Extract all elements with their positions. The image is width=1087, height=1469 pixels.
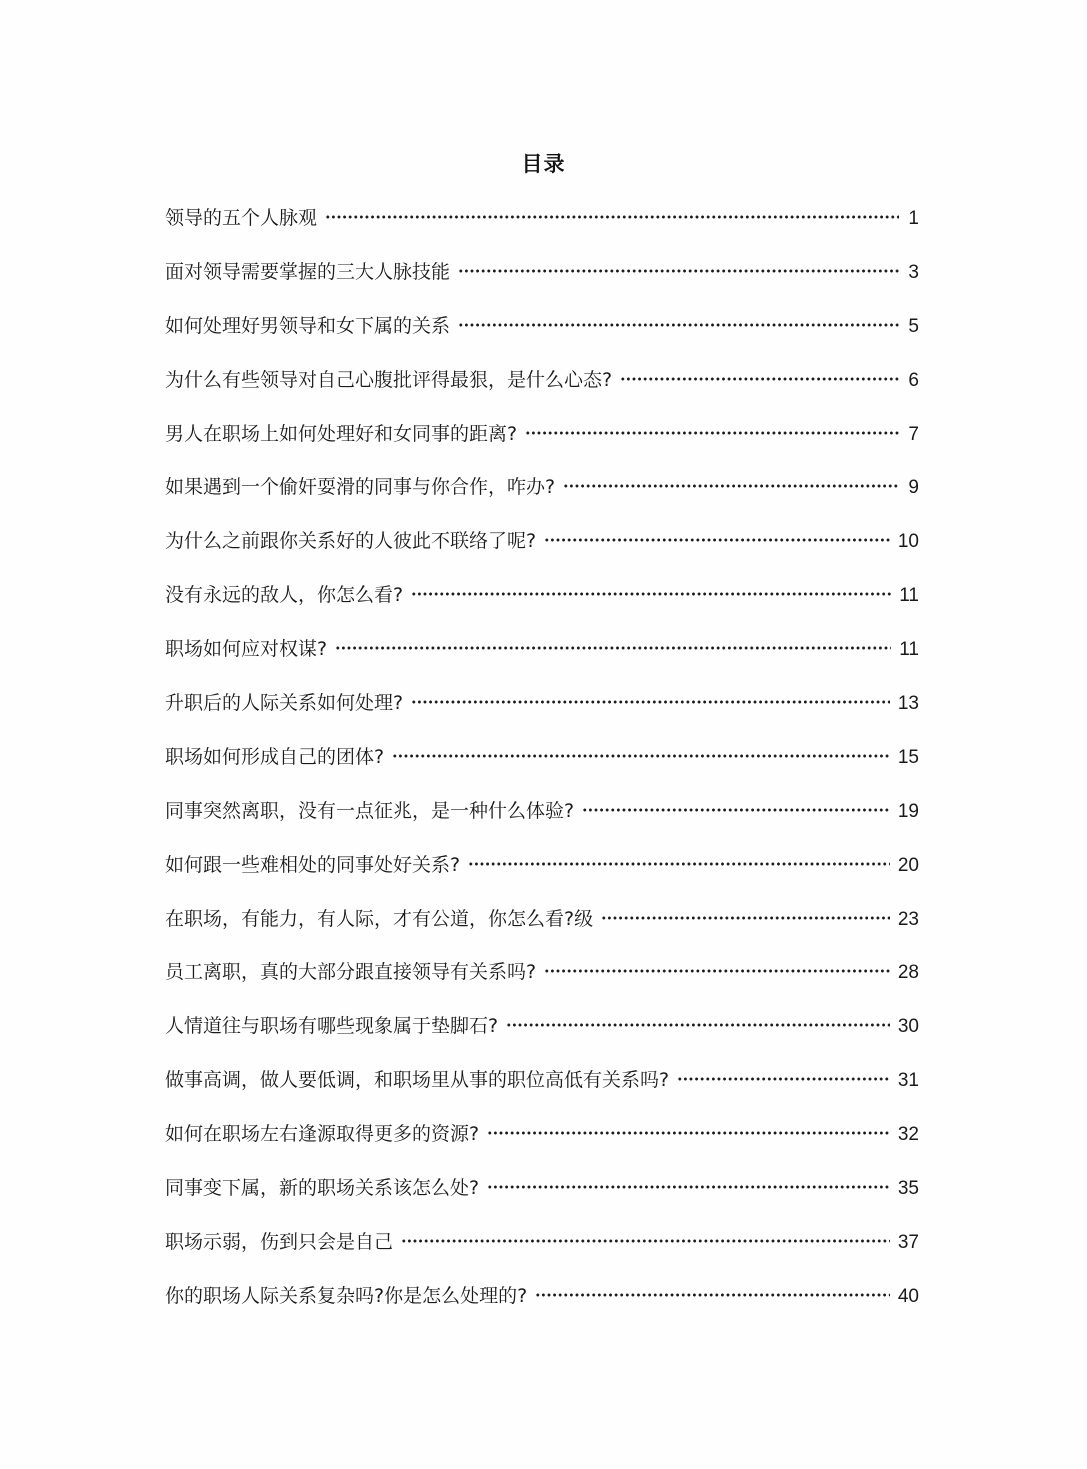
toc-entry-label: 男人在职场上如何处理好和女同事的距离? xyxy=(165,422,518,445)
dot-leader xyxy=(563,484,899,488)
dot-leader xyxy=(401,1239,890,1243)
toc-entry-label: 为什么之前跟你关系好的人彼此不联络了呢? xyxy=(165,530,537,553)
toc-entry[interactable] xyxy=(165,1168,919,1222)
toc-entry-label: 员工离职，真的大部分跟直接领导有关系吗? xyxy=(165,961,537,984)
toc-entry[interactable] xyxy=(165,1222,919,1276)
toc-entry-page-number: 30 xyxy=(897,1016,919,1038)
toc-entry[interactable] xyxy=(165,521,919,575)
toc-entry-label: 同事突然离职，没有一点征兆，是一种什么体验? xyxy=(165,799,575,822)
toc-entry[interactable] xyxy=(165,1114,919,1168)
toc-entry[interactable] xyxy=(165,360,919,414)
toc-entry-page-number: 9 xyxy=(908,477,919,499)
dot-leader xyxy=(487,1185,890,1189)
dot-leader xyxy=(458,323,899,327)
toc-entry-label: 人情道往与职场有哪些现象属于垫脚石? xyxy=(165,1015,499,1038)
dot-leader xyxy=(525,431,899,435)
toc-entry[interactable] xyxy=(165,306,919,360)
toc-entry-page-number: 1 xyxy=(908,208,919,229)
dot-leader xyxy=(506,1023,890,1027)
dot-leader xyxy=(544,538,890,542)
toc-entry-label: 做事高调，做人要低调，和职场里从事的职位高低有关系吗? xyxy=(165,1069,670,1092)
toc-entry[interactable] xyxy=(165,467,919,521)
toc-entry-page-number: 37 xyxy=(897,1231,919,1253)
toc-entry-label: 面对领导需要掌握的三大人脉技能 xyxy=(165,260,451,283)
toc-entry[interactable] xyxy=(165,683,919,737)
dot-leader xyxy=(544,969,890,973)
toc-entry-label: 如果遇到一个偷奸耍滑的同事与你合作，咋办? xyxy=(165,476,556,499)
toc-entry-page-number: 31 xyxy=(897,1070,919,1092)
toc-entry-label: 如何跟一些难相处的同事处好关系? xyxy=(165,853,461,876)
dot-leader xyxy=(468,862,890,866)
toc-entry-label: 职场如何应对权谋? xyxy=(165,638,328,661)
toc-entry-page-number: 3 xyxy=(908,261,919,283)
toc-entry[interactable] xyxy=(165,575,919,629)
toc-entry[interactable] xyxy=(165,1276,919,1330)
toc-entry-page-number: 35 xyxy=(897,1178,919,1200)
dot-leader xyxy=(487,1131,890,1135)
toc-entry-page-number: 28 xyxy=(897,962,919,984)
toc-entry-page-number: 5 xyxy=(908,315,919,337)
toc-entry-label: 同事变下属，新的职场关系该怎么处? xyxy=(165,1177,480,1200)
toc-entry-label: 没有永远的敌人，你怎么看? xyxy=(165,584,404,607)
dot-leader xyxy=(458,269,899,273)
toc-entry-label: 升职后的人际关系如何处理? xyxy=(165,692,404,715)
toc-entry-label: 在职场，有能力，有人际，才有公道，你怎么看?级 xyxy=(165,907,594,930)
toc-entry-page-number: 32 xyxy=(897,1124,919,1146)
toc-entry-page-number: 40 xyxy=(897,1285,919,1307)
dot-leader xyxy=(582,808,890,812)
toc-entry-label: 为什么有些领导对自己心腹批评得最狠，是什么心态? xyxy=(165,368,613,391)
dot-leader xyxy=(411,592,891,596)
dot-leader xyxy=(677,1077,890,1081)
dot-leader xyxy=(620,377,899,381)
toc-entry[interactable] xyxy=(165,899,919,953)
toc-entry-page-number: 19 xyxy=(897,800,919,822)
toc-entry[interactable] xyxy=(165,952,919,1006)
toc-entry-label: 如何处理好男领导和女下属的关系 xyxy=(165,314,451,337)
toc-list xyxy=(165,198,919,1330)
dot-leader xyxy=(535,1293,890,1297)
dot-leader xyxy=(335,646,891,650)
toc-entry-page-number: 6 xyxy=(908,369,919,391)
toc-entry-label: 领导的五个人脉观 xyxy=(165,207,318,229)
toc-title: 目录 xyxy=(521,152,566,176)
toc-entry[interactable] xyxy=(165,414,919,468)
toc-entry-label: 职场示弱，伤到只会是自己 xyxy=(165,1230,394,1253)
toc-entry[interactable] xyxy=(165,1060,919,1114)
dot-leader xyxy=(411,700,890,704)
toc-entry-page-number: 10 xyxy=(897,531,919,553)
toc-entry-page-number: 11 xyxy=(899,585,919,607)
toc-entry[interactable] xyxy=(165,791,919,845)
toc-entry-page-number: 11 xyxy=(899,639,919,661)
toc-entry-page-number: 20 xyxy=(897,854,919,876)
toc-entry-label: 你的职场人际关系复杂吗?你是怎么处理的? xyxy=(165,1284,528,1307)
toc-entry-label: 职场如何形成自己的团体? xyxy=(165,745,385,768)
toc-entry-label: 如何在职场左右逢源取得更多的资源? xyxy=(165,1123,480,1146)
dot-leader xyxy=(325,215,899,219)
dot-leader xyxy=(392,754,890,758)
toc-entry[interactable] xyxy=(165,1006,919,1060)
toc-entry[interactable] xyxy=(165,198,919,252)
toc-entry-page-number: 15 xyxy=(897,746,919,768)
toc-entry[interactable] xyxy=(165,737,919,791)
toc-entry-page-number: 13 xyxy=(897,693,919,715)
toc-entry-page-number: 7 xyxy=(908,423,919,445)
toc-entry[interactable] xyxy=(165,845,919,899)
toc-entry[interactable] xyxy=(165,629,919,683)
dot-leader xyxy=(601,916,890,920)
toc-entry[interactable] xyxy=(165,252,919,306)
toc-entry-page-number: 23 xyxy=(897,908,919,930)
